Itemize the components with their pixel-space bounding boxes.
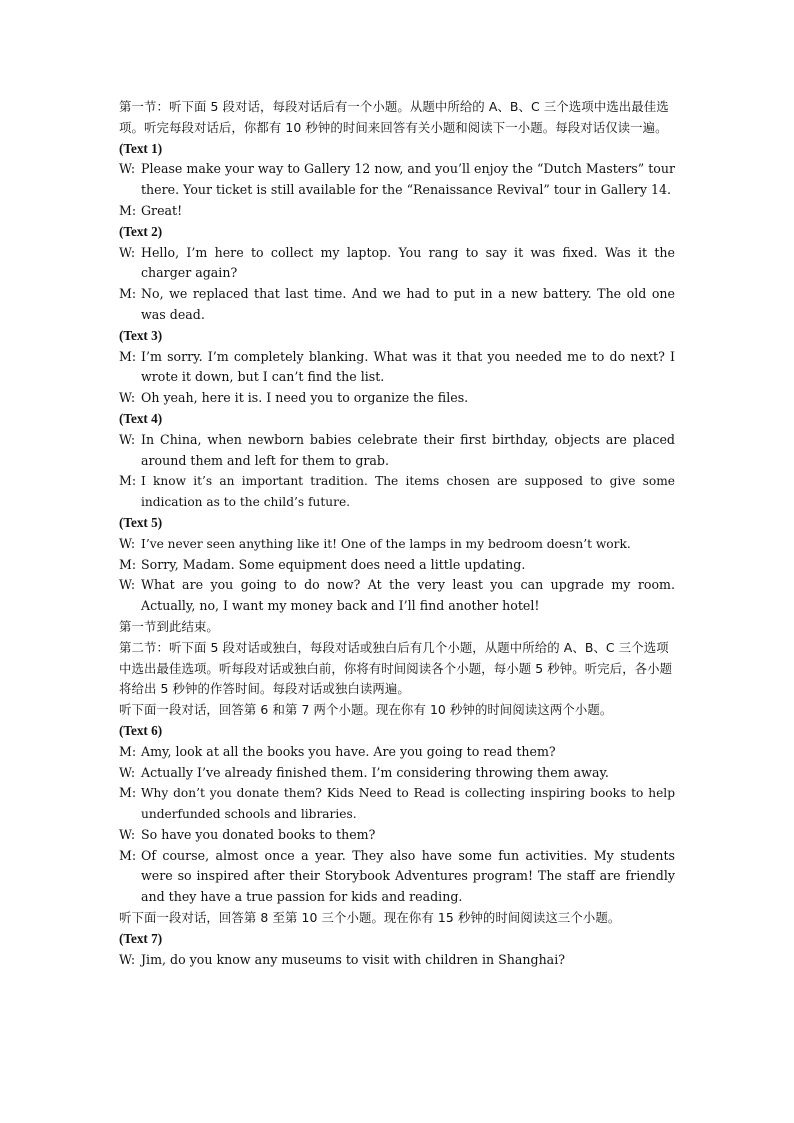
- dialogue-turn: [119, 430, 675, 472]
- speaker-label: W:: [119, 431, 136, 447]
- speaker-label: W:: [119, 535, 136, 551]
- questions-8-10-prompt: 听下面一段对话，回答第 8 至第 10 三个小题。现在你有 15 秒钟的时间阅读这三个小题。: [119, 910, 621, 926]
- speaker-label: W:: [119, 161, 136, 177]
- text1-heading: (Text 1): [119, 140, 163, 156]
- dialogue-turn: [119, 825, 675, 846]
- text5-heading: (Text 5): [119, 514, 163, 530]
- speaker-label: M:: [119, 556, 137, 572]
- utterance: No, we replaced that last time. And we had to put in a new battery. The old one was dead.: [141, 286, 675, 322]
- dialogue-turn: [119, 742, 675, 763]
- dialogue-turn: [119, 388, 675, 409]
- utterance: Why don’t you donate them? Kids Need to Read is collecting inspiring books to help underfunded schools and libraries.: [141, 786, 675, 822]
- speaker-label: W:: [119, 390, 136, 406]
- speaker-label: W:: [119, 577, 136, 593]
- text4-heading: (Text 4): [119, 410, 163, 426]
- dialogue-turn: [119, 471, 675, 513]
- speaker-label: W:: [119, 951, 136, 967]
- utterance: Sorry, Madam. Some equipment does need a little updating.: [141, 556, 526, 572]
- utterance: Oh yeah, here it is. I need you to organize the files.: [141, 390, 469, 406]
- speaker-label: M:: [119, 348, 137, 364]
- speaker-label: M:: [119, 847, 137, 863]
- dialogue-turn: [119, 534, 675, 555]
- text6-heading: (Text 6): [119, 722, 163, 738]
- speaker-label: M:: [119, 785, 137, 801]
- speaker-label: W:: [119, 826, 136, 842]
- speaker-label: W:: [119, 764, 136, 780]
- utterance: So have you donated books to them?: [141, 826, 376, 842]
- utterance: Please make your way to Gallery 12 now, and you’ll enjoy the “Dutch Masters” tour there. Your ticket is still available for the “Renaissance Revival” tour in Gallery 14.: [141, 161, 675, 198]
- text2-heading: (Text 2): [119, 223, 163, 239]
- utterance: Amy, look at all the books you have. Are you going to read them?: [141, 743, 556, 759]
- speaker-label: M:: [119, 473, 137, 489]
- speaker-label: W:: [119, 244, 136, 260]
- utterance: In China, when newborn babies celebrate their first birthday, objects are placed around them and left for them to grab.: [141, 431, 675, 468]
- dialogue-turn: [119, 555, 675, 576]
- utterance: What are you going to do now? At the very least you can upgrade my room. Actually, no, I want my money back and I’ll find another hotel!: [141, 577, 675, 614]
- utterance: Hello, I’m here to collect my laptop. You rang to say it was fixed. Was it the charger again?: [141, 244, 675, 281]
- text7-heading: (Text 7): [119, 930, 163, 946]
- speaker-label: M:: [119, 202, 137, 218]
- utterance: Jim, do you know any museums to visit with children in Shanghai?: [141, 951, 565, 967]
- utterance: I’ve never seen anything like it! One of the lamps in my bedroom doesn’t work.: [141, 536, 631, 551]
- speaker-label: M:: [119, 286, 137, 302]
- utterance: Of course, almost once a year. They also have some fun activities. My students were so inspired after their Storybook Adventures program! The staff are friendly and they have a true passion for kids and reading.: [141, 847, 675, 905]
- section1-instructions: 第一节：听下面 5 段对话，每段对话后有一个小题。从题中所给的 A、B、C 三个选项中选出最佳选项。听完每段对话后，你都有 10 秒钟的时间来回答有关小题和阅读下一小题。每段对话仅读一遍。: [119, 99, 669, 135]
- dialogue-turn: [119, 575, 675, 617]
- dialogue-turn: [119, 347, 675, 389]
- section2-instructions: 第二节：听下面 5 段对话或独白，每段对话或独白后有几个小题，从题中所给的 A、B、C 三个选项中选出最佳选项。听每段对话或独白前，你将有时间阅读各个小题，每小题 5 秒钟。听完后，各小题将给出 5 秒钟的作答时间。每段对话或独白读两遍。: [119, 639, 673, 697]
- dialogue-turn: [119, 201, 675, 222]
- section1-end-note: 第一节到此结束。: [119, 618, 219, 634]
- listening-transcript-page: [119, 97, 675, 970]
- speaker-label: M:: [119, 743, 137, 759]
- dialogue-turn: [119, 783, 675, 825]
- dialogue-turn: [119, 950, 675, 971]
- text3-heading: (Text 3): [119, 327, 163, 343]
- dialogue-turn: [119, 284, 675, 326]
- dialogue-turn: [119, 763, 675, 784]
- utterance: I’m sorry. I’m completely blanking. What was it that you needed me to do next? I wrote it down, but I can’t find the list.: [141, 348, 675, 385]
- dialogue-turn: [119, 159, 675, 201]
- utterance: Great!: [141, 202, 183, 218]
- utterance: Actually I’ve already finished them. I’m considering throwing them away.: [141, 764, 609, 780]
- utterance: I know it’s an important tradition. The items chosen are supposed to give some indication as to the child’s future.: [141, 474, 675, 510]
- dialogue-turn: [119, 846, 675, 908]
- dialogue-turn: [119, 243, 675, 285]
- questions-6-7-prompt: 听下面一段对话，回答第 6 和第 7 两个小题。现在你有 10 秒钟的时间阅读这两个小题。: [119, 702, 613, 718]
